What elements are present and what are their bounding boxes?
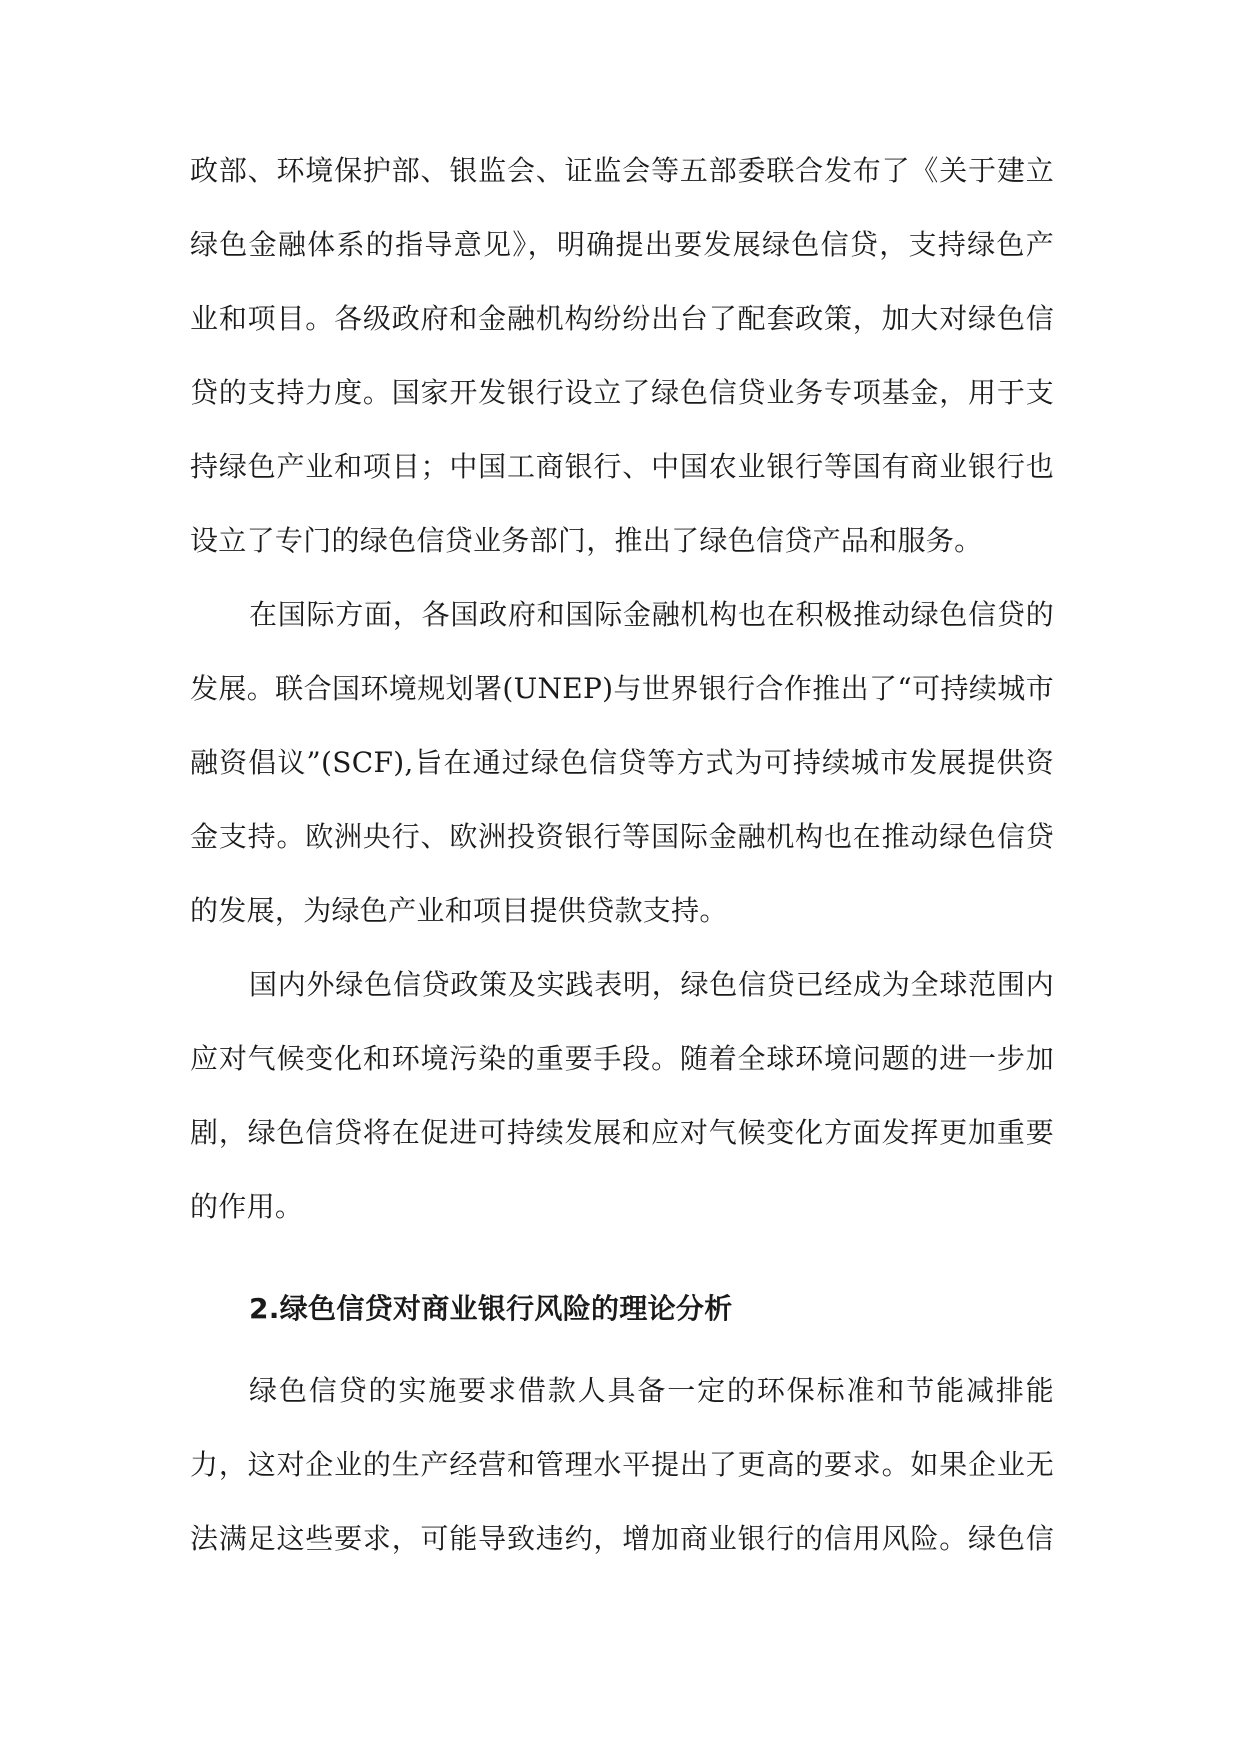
paragraph-line: 绿色金融体系的指导意见》，明确提出要发展绿色信贷，支持绿色产 [190,228,1054,261]
paragraph-line: 的发展，为绿色产业和项目提供贷款支持。 [190,894,728,927]
paragraph-line: 剧，绿色信贷将在促进可持续发展和应对气候变化方面发挥更加重要 [190,1116,1054,1149]
paragraph-line: 融资倡议”(SCF),旨在通过绿色信贷等方式为可持续城市发展提供资 [190,746,1054,779]
paragraph-line: 政部、环境保护部、银监会、证监会等五部委联合发布了《关于建立 [190,154,1054,187]
paragraph-line: 应对气候变化和环境污染的重要手段。随着全球环境问题的进一步加 [190,1042,1054,1075]
paragraph-line: 设立了专门的绿色信贷业务部门，推出了绿色信贷产品和服务。 [190,524,983,557]
paragraph-line: 力，这对企业的生产经营和管理水平提出了更高的要求。如果企业无 [190,1448,1054,1481]
paragraph-line: 绿色信贷的实施要求借款人具备一定的环保标准和节能减排能 [249,1374,1054,1407]
paragraph-line: 业和项目。各级政府和金融机构纷纷出台了配套政策，加大对绿色信 [190,302,1054,335]
paragraph-line: 在国际方面，各国政府和国际金融机构也在积极推动绿色信贷的 [249,598,1054,631]
paragraph-line: 贷的支持力度。国家开发银行设立了绿色信贷业务专项基金，用于支 [190,376,1054,409]
paragraph-line: 发展。联合国环境规划署(UNEP)与世界银行合作推出了“可持续城市 [190,672,1054,705]
paragraph-line: 的作用。 [190,1190,304,1223]
section-heading: 2.绿色信贷对商业银行风险的理论分析 [249,1292,733,1325]
paragraph-line: 法满足这些要求，可能导致违约，增加商业银行的信用风险。绿色信 [190,1522,1054,1555]
paragraph-line: 持绿色产业和项目；中国工商银行、中国农业银行等国有商业银行也 [190,450,1054,483]
paragraph-line: 金支持。欧洲央行、欧洲投资银行等国际金融机构也在推动绿色信贷 [190,820,1054,853]
paragraph-line: 国内外绿色信贷政策及实践表明，绿色信贷已经成为全球范围内 [249,968,1054,1001]
